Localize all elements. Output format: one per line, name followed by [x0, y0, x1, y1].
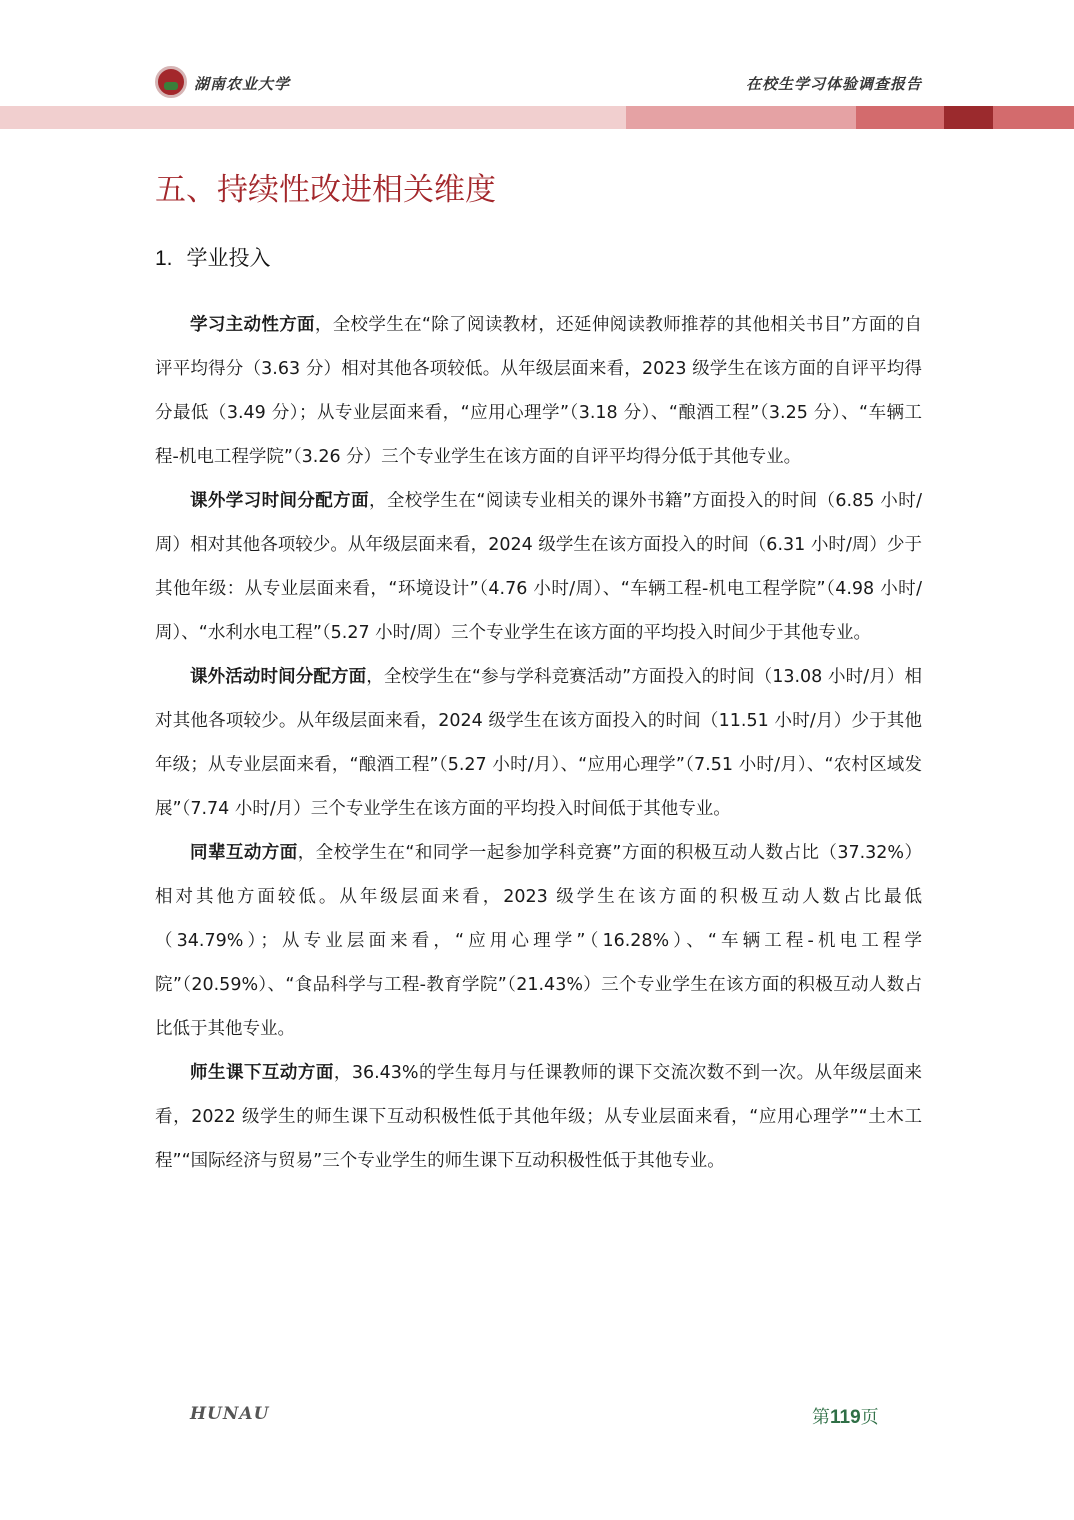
header-band-segment	[626, 106, 856, 129]
paragraph-lead: 学习主动性方面	[190, 315, 315, 335]
header-band-segment	[856, 106, 944, 129]
report-title: 在校生学习体验调查报告	[745, 75, 922, 93]
paragraph-text: ，36.43%的学生每月与任课教师的课下交流次数不到一次。从年级层面来看，2022 级学生的师生课下互动积极性低于其他年级；从专业层面来看，“应用心理学”“土木工程”“国际经济与贸易”三个专业学生的师生课下互动积极性低于其他专业。	[155, 1063, 922, 1171]
page-header	[0, 0, 1074, 130]
paragraph-activity-time	[155, 655, 922, 831]
paragraph-text: ，全校学生在“除了阅读教材，还延伸阅读教师推荐的其他相关书目”方面的自评平均得分（3.63 分）相对其他各项较低。从年级层面来看，2023 级学生在该方面的自评平均得分最低（3.49 分）；从专业层面来看，“应用心理学”（3.18 分）、“酿酒工程”（3.25 分）、“车辆工程-机电工程学院”（3.26 分）三个专业学生在该方面的自评平均得分低于其他专业。	[155, 315, 922, 467]
header-band-segment	[944, 106, 993, 129]
subsection-number: 1.	[155, 247, 173, 270]
paragraph-lead: 同辈互动方面	[190, 843, 298, 863]
paragraph-lead: 课外活动时间分配方面	[190, 667, 367, 687]
paragraph-lead: 师生课下互动方面	[190, 1063, 334, 1083]
paragraph-lead: 课外学习时间分配方面	[190, 491, 369, 511]
page-number-value: 119	[830, 1407, 861, 1428]
paragraph-teacher-interaction	[155, 1051, 922, 1183]
subsection-title	[155, 242, 271, 272]
header-band-segment	[993, 106, 1074, 129]
paragraph-text: ，全校学生在“和同学一起参加学科竞赛”方面的积极互动人数占比（37.32%）相对其他方面较低。从年级层面来看，2023 级学生在该方面的积极互动人数占比最低（34.79%）；从专业层面来看，“应用心理学”（16.28%）、“车辆工程-机电工程学院”（20.59%）、“食品科学与工程-教育学院”（21.43%）三个专业学生在该方面的积极互动人数占比低于其他专业。	[155, 843, 923, 1039]
section-title: 五、持续性改进相关维度	[155, 172, 496, 208]
paragraph-text: ，全校学生在“阅读专业相关的课外书籍”方面投入的时间（6.85 小时/周）相对其他各项较少。从年级层面来看，2024 级学生在该方面投入的时间（6.31 小时/周）少于其他年级：从专业层面来看，“环境设计”（4.76 小时/周）、“车辆工程-机电工程学院”（4.98 小时/周）、“水利水电工程”（5.27 小时/周）三个专业学生在该方面的平均投入时间少于其他专业。	[155, 491, 922, 643]
paragraph-text: ，全校学生在“参与学科竞赛活动”方面投入的时间（13.08 小时/月）相对其他各项较少。从年级层面来看，2024 级学生在该方面投入的时间（11.51 小时/月）少于其他年级；从专业层面来看，“酿酒工程”（5.27 小时/月）、“应用心理学”（7.51 小时/月）、“农村区域发展”（7.74 小时/月）三个专业学生在该方面的平均投入时间低于其他专业。	[155, 667, 922, 819]
university-name: 湖南农业大学	[194, 75, 291, 93]
subsection-label: 学业投入	[186, 246, 271, 270]
university-logo-icon	[155, 66, 187, 98]
paragraph-initiative	[155, 303, 922, 479]
body-content	[155, 303, 922, 1183]
page-number	[812, 1403, 879, 1429]
paragraph-peer-interaction	[155, 831, 922, 1051]
footer-brand: HUNAU	[190, 1404, 270, 1424]
header-band-segment	[0, 106, 626, 129]
page-prefix: 第	[812, 1407, 830, 1428]
paragraph-study-time	[155, 479, 922, 655]
page-suffix: 页	[860, 1407, 879, 1428]
